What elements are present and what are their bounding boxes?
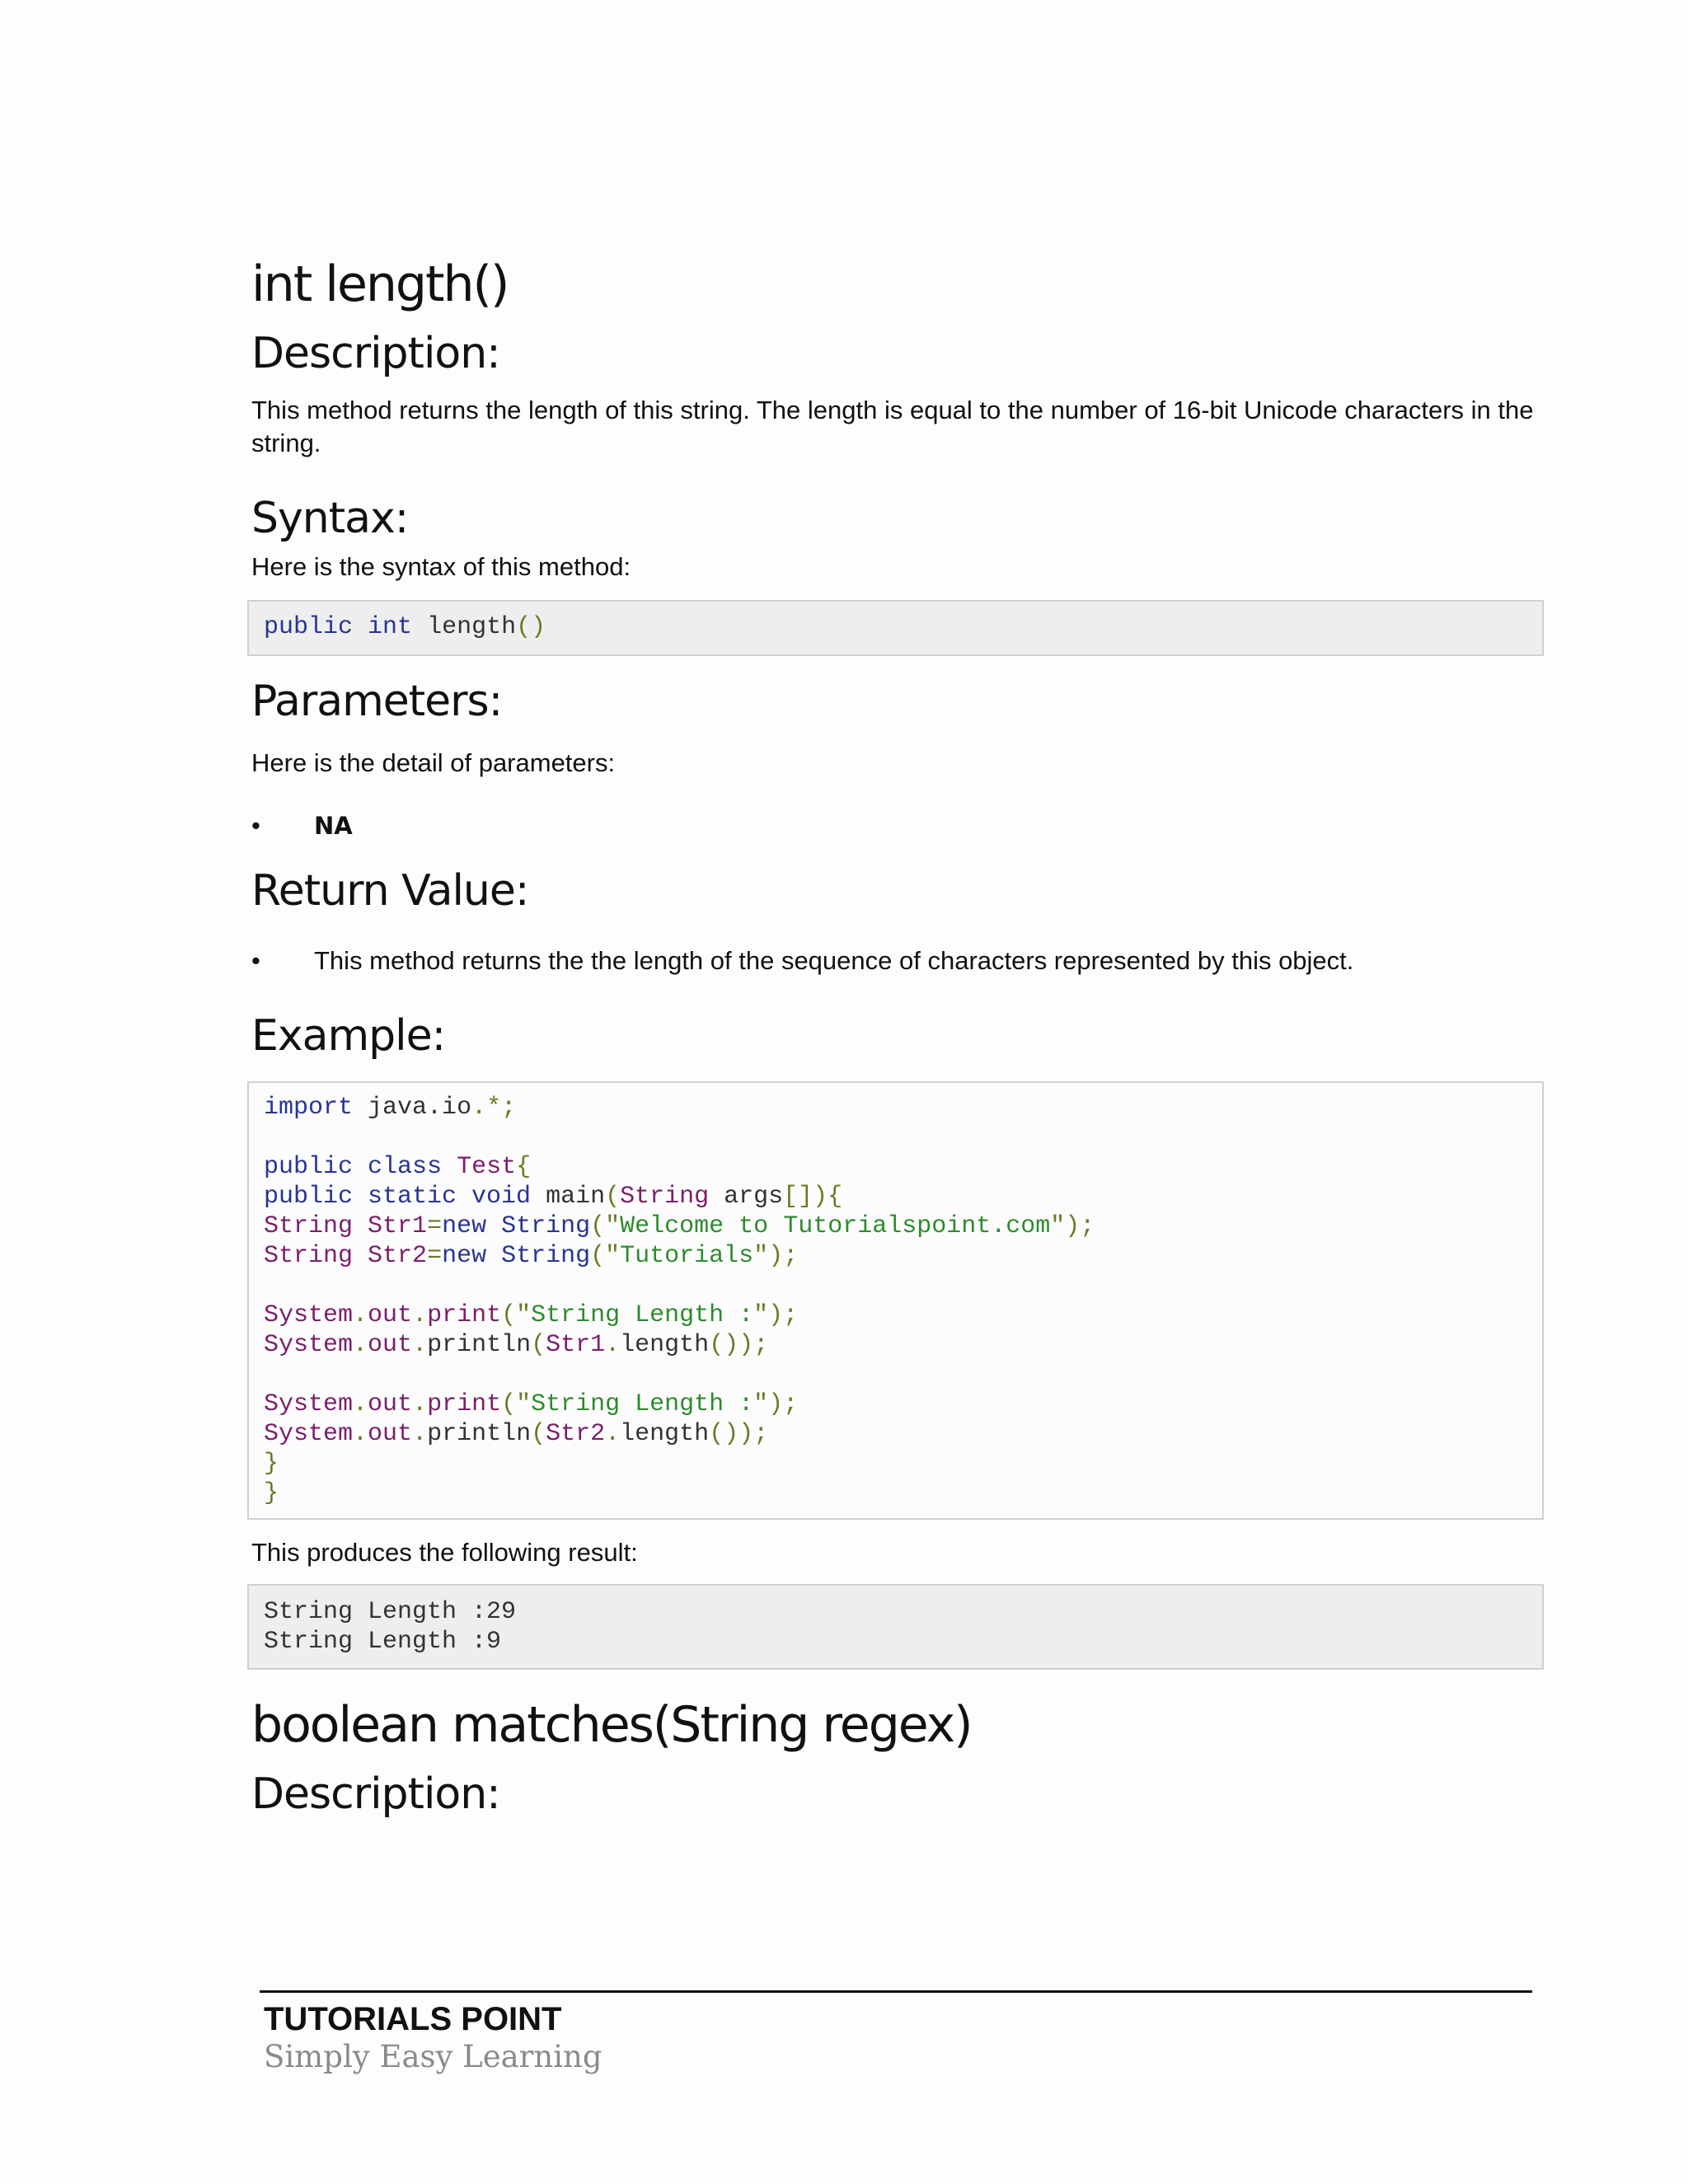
- method-title-length: int length(): [251, 255, 509, 313]
- code-token: print: [427, 1301, 502, 1329]
- code-token: out: [368, 1390, 413, 1418]
- code-token: new: [442, 1212, 487, 1240]
- code-token: ");: [1050, 1212, 1095, 1240]
- list-item: [251, 944, 1544, 977]
- code-token: System: [264, 1331, 354, 1359]
- code-token: Welcome to Tutorialspoint.com: [620, 1212, 1051, 1240]
- code-token: String: [264, 1242, 354, 1270]
- code-token: print: [427, 1390, 502, 1418]
- return-value-list: [251, 944, 1544, 977]
- code-token: .: [412, 1301, 428, 1329]
- code-token: (": [501, 1390, 532, 1418]
- code-token: ");: [753, 1301, 799, 1329]
- code-token: println: [427, 1331, 532, 1359]
- code-token: .: [353, 1331, 368, 1359]
- method-title-matches: boolean matches(String regex): [251, 1696, 972, 1754]
- code-token: (: [531, 1420, 546, 1448]
- code-token: String Length :: [531, 1390, 754, 1418]
- code-token: String: [501, 1242, 591, 1270]
- code-token: (": [590, 1212, 621, 1240]
- code-token: *;: [486, 1094, 517, 1122]
- code-token: (: [531, 1331, 546, 1359]
- code-token: (: [605, 1183, 621, 1211]
- code-token: public class: [264, 1153, 443, 1181]
- code-token: int: [368, 613, 413, 641]
- code-token: .: [353, 1390, 368, 1418]
- code-token: String: [620, 1183, 710, 1211]
- code-token: (": [501, 1301, 532, 1329]
- parameters-intro: Here is the detail of parameters:: [251, 748, 616, 777]
- code-token: main: [546, 1183, 606, 1211]
- list-item: [251, 809, 1544, 842]
- code-token: ");: [753, 1242, 799, 1270]
- code-token: public static void: [264, 1183, 532, 1211]
- footer-divider: [260, 1990, 1532, 1993]
- code-token: }: [264, 1479, 279, 1507]
- code-token: {: [516, 1153, 532, 1181]
- syntax-code-block: [247, 600, 1544, 656]
- parameter-value: NA: [314, 812, 353, 840]
- code-token: .: [412, 1390, 428, 1418]
- code-token: .: [412, 1331, 428, 1359]
- code-token: String Length :: [531, 1301, 754, 1329]
- output-line: String Length :9: [264, 1628, 502, 1656]
- footer-brand: TUTORIALS POINT: [264, 2001, 562, 2037]
- syntax-intro: Here is the syntax of this method:: [251, 552, 631, 581]
- code-token: Str1: [546, 1331, 606, 1359]
- code-token: Str1: [368, 1212, 428, 1240]
- code-token: ());: [709, 1420, 769, 1448]
- return-value-text: This method returns the the length of the sequence of characters represented by this object.: [314, 946, 1354, 975]
- code-token: length: [427, 613, 517, 641]
- footer-tagline: Simply Easy Learning: [264, 2039, 603, 2074]
- code-token: println: [427, 1420, 532, 1448]
- code-token: System: [264, 1390, 354, 1418]
- code-token: ());: [709, 1331, 769, 1359]
- code-token: java.io: [368, 1094, 472, 1122]
- bullet-icon: •: [251, 811, 260, 840]
- code-token: .: [353, 1420, 368, 1448]
- code-token: .: [412, 1420, 428, 1448]
- code-token: length: [620, 1420, 710, 1448]
- output-line: String Length :29: [264, 1598, 517, 1626]
- code-token: .: [471, 1094, 487, 1122]
- code-token: Tutorials: [620, 1242, 754, 1270]
- code-token: import: [264, 1094, 354, 1122]
- code-token: (): [516, 613, 546, 641]
- code-token: args: [724, 1183, 784, 1211]
- return-value-heading: Return Value:: [251, 866, 529, 916]
- result-intro: This produces the following result:: [251, 1538, 638, 1567]
- code-token: =: [427, 1242, 443, 1270]
- code-token: out: [368, 1301, 413, 1329]
- code-token: }: [264, 1450, 279, 1478]
- code-token: =: [427, 1212, 443, 1240]
- bullet-icon: •: [251, 946, 260, 975]
- example-code-block: [247, 1081, 1544, 1520]
- parameters-heading: Parameters:: [251, 677, 503, 726]
- code-token: out: [368, 1331, 413, 1359]
- code-token: String: [501, 1212, 591, 1240]
- description-heading-2: Description:: [251, 1769, 500, 1819]
- code-token: Str2: [368, 1242, 428, 1270]
- code-token: []){: [783, 1183, 843, 1211]
- code-token: new: [442, 1242, 487, 1270]
- code-token: (": [590, 1242, 621, 1270]
- code-token: .: [605, 1331, 621, 1359]
- code-token: String: [264, 1212, 354, 1240]
- parameters-list: [251, 809, 1544, 842]
- code-token: Test: [457, 1153, 517, 1181]
- code-token: ");: [753, 1390, 799, 1418]
- code-token: System: [264, 1301, 354, 1329]
- syntax-heading: Syntax:: [251, 494, 409, 543]
- result-output-block: [247, 1584, 1544, 1670]
- code-token: public: [264, 613, 354, 641]
- code-token: System: [264, 1420, 354, 1448]
- description-heading: Description:: [251, 329, 500, 378]
- code-token: Str2: [546, 1420, 606, 1448]
- code-token: .: [605, 1420, 621, 1448]
- code-token: length: [620, 1331, 710, 1359]
- description-text: This method returns the length of this string. The length is equal to the number of 16-bit Unicode characters in the string.: [251, 396, 1534, 457]
- example-heading: Example:: [251, 1011, 446, 1061]
- code-token: .: [353, 1301, 368, 1329]
- code-token: out: [368, 1420, 413, 1448]
- page-content: [251, 247, 1544, 1823]
